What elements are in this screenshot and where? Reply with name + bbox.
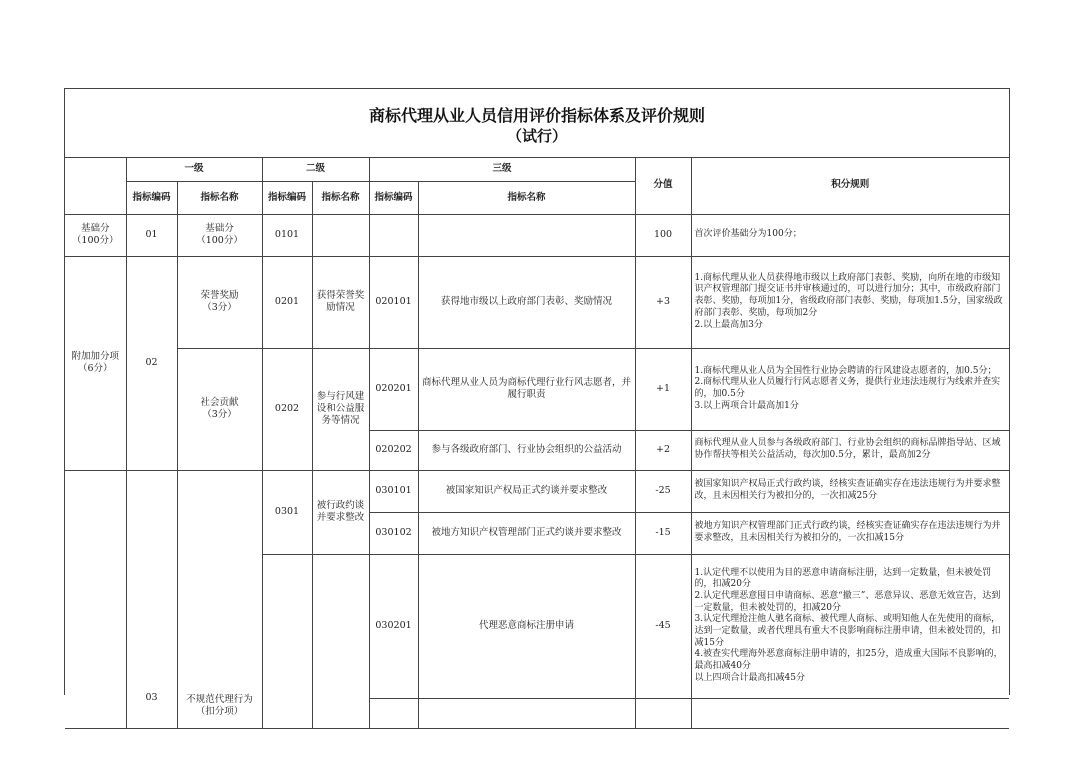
l3-name-base xyxy=(418,214,635,256)
l3-name-honor: 获得地市级以上政府部门表彰、奖励情况 xyxy=(418,256,635,348)
l3-name-social-1: 商标代理从业人员为商标代理行业行风志愿者，并履行职责 xyxy=(418,348,635,430)
l2-name-honor: 获得荣誉奖励情况 xyxy=(312,256,369,348)
rule-base: 首次评价基础分为100分； xyxy=(691,214,1009,256)
l3-code-malicious: 030201 xyxy=(369,554,418,698)
indicator-table xyxy=(65,157,1009,729)
l3-code-base xyxy=(369,214,418,256)
header-level3: 三级 xyxy=(369,157,635,181)
header-score: 分值 xyxy=(635,157,691,214)
l2-code-malicious xyxy=(262,554,312,728)
score-malicious: -45 xyxy=(635,554,691,698)
header-level2: 二级 xyxy=(262,157,369,181)
rule-malicious: 1.认定代理不以使用为目的恶意申请商标注册，达到一定数量，但未被处罚的，扣减20分 2.认定代理恶意囤日申请商标、恶意“撤三”、恶意异议、恶意无效宣告，达到一定数量，但未被处罚的，扣减20分 3.认定代理抢注他人驰名商标、被代理人商标、或明知他人在先使用的商标，达到一定数量，或者代理具有重大不良影响商标注册申请，但未被处罚的，扣减15分 4.被查实代理海外恶意商标注册申请的，扣25分，造成重大国际不良影响的，最高扣减40分 以上四项合计最高扣减45分 xyxy=(691,554,1009,698)
l3-name-continued xyxy=(418,698,635,728)
score-honor: +3 xyxy=(635,256,691,348)
score-talk-1: -25 xyxy=(635,470,691,512)
l3-code-honor: 020101 xyxy=(369,256,418,348)
l2-code-honor: 0201 xyxy=(262,256,312,348)
l2-name-talk: 被行政约谈并要求整改 xyxy=(312,470,369,554)
header-l2-code: 指标编码 xyxy=(262,181,312,214)
l1-code-penalty: 03 xyxy=(126,470,177,728)
rule-honor: 1.商标代理从业人员获得地市级以上政府部门表彰、奖励，向所在地的市级知识产权管理部门提交证书并审核通过的，可以进行加分；其中，市级政府部门表彰、奖励，每项加1分，省级政府部门表彰、奖励，每项加1.5分，国家级政府部门表彰、奖励，每项加2分 2.以上最高加3分 xyxy=(691,256,1009,348)
category-bonus: 附加加分项 （6分） xyxy=(65,256,126,470)
l3-code-social-1: 020201 xyxy=(369,348,418,430)
header-l1-code: 指标编码 xyxy=(126,181,177,214)
l3-name-talk-1: 被国家知识产权局正式约谈并要求整改 xyxy=(418,470,635,512)
l3-code-talk-2: 030102 xyxy=(369,512,418,554)
l2-name-social: 参与行风建设和公益服务等情况 xyxy=(312,348,369,470)
header-l3-name: 指标名称 xyxy=(418,181,635,214)
header-l2-name: 指标名称 xyxy=(312,181,369,214)
l1-code-base: 01 xyxy=(126,214,177,256)
document-subtitle: （试行） xyxy=(506,127,567,145)
document-title: 商标代理从业人员信用评价指标体系及评价规则 xyxy=(368,106,705,125)
header-rules: 积分规则 xyxy=(691,157,1009,214)
l3-name-malicious: 代理恶意商标注册申请 xyxy=(418,554,635,698)
score-social-1: +1 xyxy=(635,348,691,430)
score-talk-2: -15 xyxy=(635,512,691,554)
l3-name-talk-2: 被地方知识产权管理部门正式约谈并要求整改 xyxy=(418,512,635,554)
l3-code-talk-1: 030101 xyxy=(369,470,418,512)
l3-code-continued xyxy=(369,698,418,728)
l3-code-social-2: 020202 xyxy=(369,430,418,470)
l3-name-social-2: 参与各级政府部门、行业协会组织的公益活动 xyxy=(418,430,635,470)
l2-name-base xyxy=(312,214,369,256)
l1-name-social: 社会贡献 （3分） xyxy=(177,348,262,470)
rule-social-1: 1.商标代理从业人员为全国性行业协会聘请的行风建设志愿者的，加0.5分； 2.商标代理从业人员履行行风志愿者义务，提供行业违法违规行为线索并查实的，加0.5分 3.以上两项合计最高加1分 xyxy=(691,348,1009,430)
l2-name-malicious xyxy=(312,554,369,728)
rule-continued xyxy=(691,698,1009,728)
l1-code-bonus: 02 xyxy=(126,256,177,470)
header-l3-code: 指标编码 xyxy=(369,181,418,214)
l2-code-social: 0202 xyxy=(262,348,312,470)
l1-name-honor: 荣誉奖励 （3分） xyxy=(177,256,262,348)
category-penalty xyxy=(65,470,126,728)
l1-name-base: 基础分 （100分） xyxy=(177,214,262,256)
category-base: 基础分 （100分） xyxy=(65,214,126,256)
rule-social-2: 商标代理从业人员参与各级政府部门、行业协会组织的商标品牌指导站、区域协作帮扶等相关公益活动，每次加0.5分，累计，最高加2分 xyxy=(691,430,1009,470)
score-social-2: +2 xyxy=(635,430,691,470)
l2-code-base: 0101 xyxy=(262,214,312,256)
header-l1-name: 指标名称 xyxy=(177,181,262,214)
rating-sheet xyxy=(64,88,1010,717)
rule-talk-1: 被国家知识产权局正式行政约谈，经核实查证确实存在违法违规行为并要求整改，且未因相关行为被扣分的，一次扣减25分 xyxy=(691,470,1009,512)
header-category-cell xyxy=(65,157,126,214)
l1-name-penalty: 不规范代理行为 （扣分项） xyxy=(177,470,262,728)
rule-talk-2: 被地方知识产权管理部门正式行政约谈，经核实查证确实存在违法违规行为并要求整改，且未因相关行为被扣分的，一次扣减15分 xyxy=(691,512,1009,554)
score-base: 100 xyxy=(635,214,691,256)
header-level1: 一级 xyxy=(126,157,262,181)
l2-code-talk: 0301 xyxy=(262,470,312,554)
title-block xyxy=(65,89,1009,158)
score-continued xyxy=(635,698,691,728)
